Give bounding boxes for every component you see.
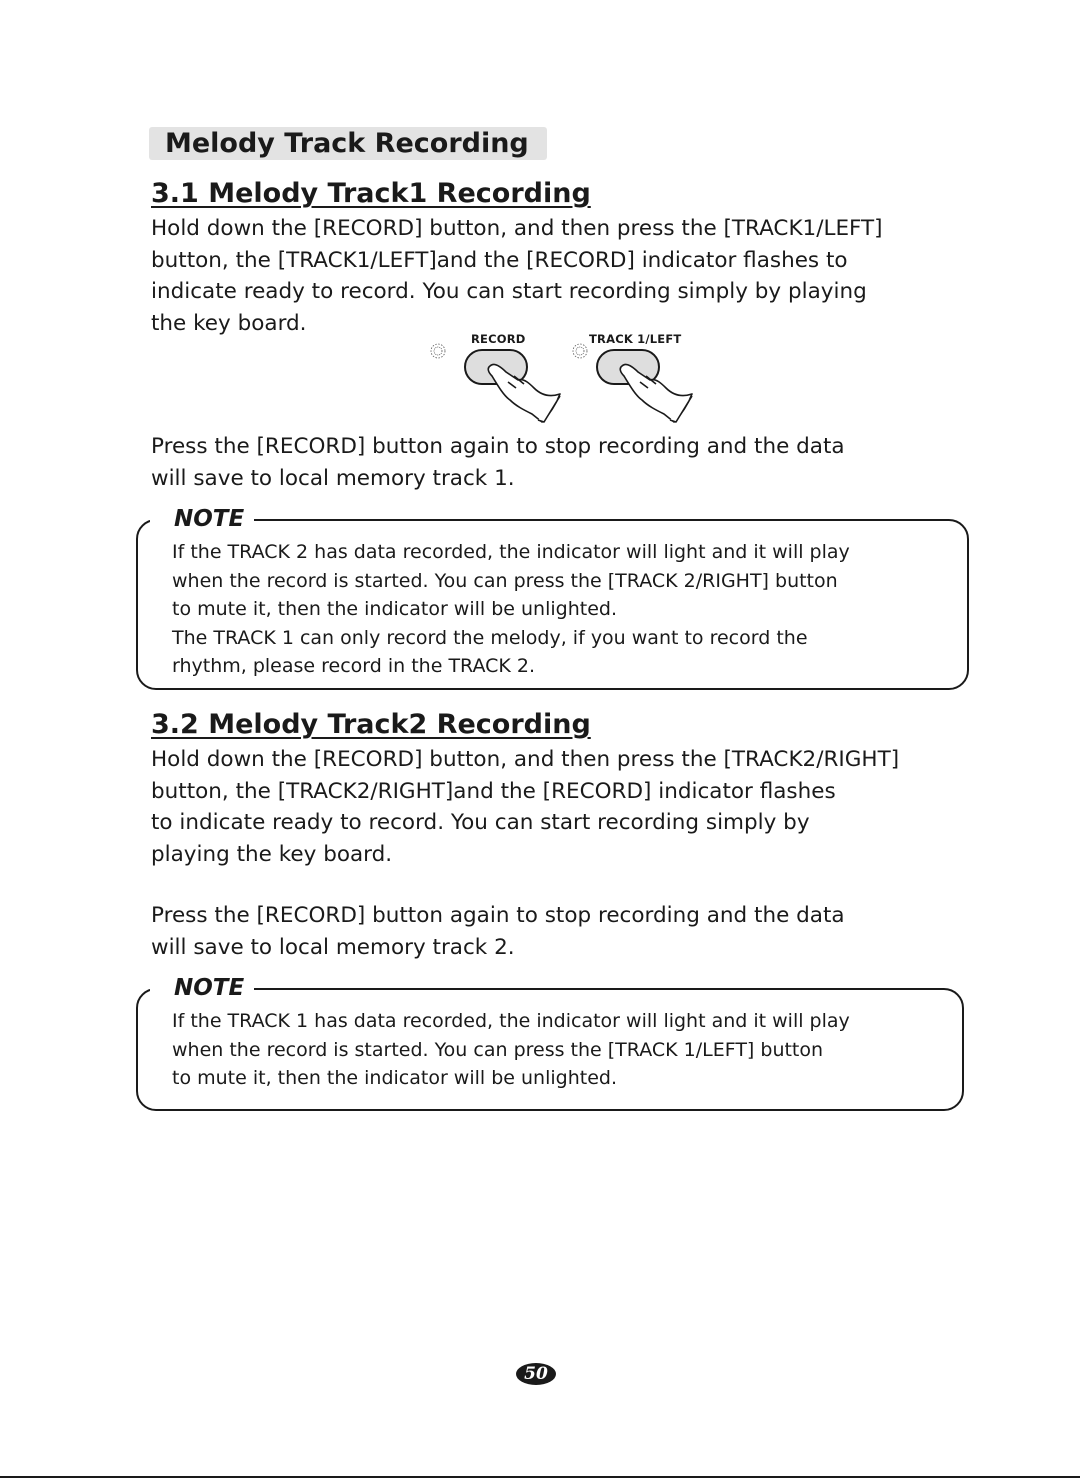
track1-indicator-led-icon — [573, 344, 587, 358]
bottom-rule — [0, 1476, 1080, 1478]
record-indicator-led-icon — [431, 344, 445, 358]
page-number: 50 — [516, 1363, 556, 1385]
note-line: If the TRACK 2 has data recorded, the indicator will light and it will play — [172, 541, 850, 563]
note-box-track1 — [136, 506, 969, 690]
note-line: to mute it, then the indicator will be unlighted. — [172, 598, 617, 621]
note-line: The TRACK 1 can only record the melody, if you want to record the — [172, 626, 808, 649]
track1-button-caption: TRACK 1/LEFT — [589, 332, 682, 346]
note-line: when the record is started. You can press the [TRACK 2/RIGHT] button — [172, 569, 838, 592]
section-heading-3-1: 3.1 Melody Track1 Recording — [151, 178, 591, 209]
note-box-track2 — [136, 975, 964, 1111]
note-text — [172, 1007, 850, 1093]
pressing-hands-svg — [420, 330, 710, 430]
section-heading-3-2: 3.2 Melody Track2 Recording — [151, 709, 591, 740]
note-label: NOTE — [150, 504, 254, 534]
paragraph-line: the key board. — [151, 310, 307, 336]
note-label: NOTE — [150, 973, 254, 1003]
page-title: Melody Track Recording — [149, 127, 547, 160]
record-button-caption: RECORD — [471, 332, 526, 346]
paragraph-line: button, the [TRACK2/RIGHT]and the [RECORD] indicator flashes — [151, 778, 836, 804]
paragraph-line: will save to local memory track 2. — [151, 934, 515, 960]
note-line: If the TRACK 1 has data recorded, the indicator will light and it will play — [172, 1010, 850, 1032]
section1-intro-paragraph — [151, 213, 883, 339]
button-press-illustration — [420, 330, 710, 430]
paragraph-line: will save to local memory track 1. — [151, 465, 515, 491]
paragraph-line: indicate ready to record. You can start recording simply by playing — [151, 279, 867, 304]
paragraph-line: Press the [RECORD] button again to stop recording and the data — [151, 903, 845, 928]
section1-stop-paragraph — [151, 431, 845, 494]
paragraph-line: Hold down the [RECORD] button, and then press the [TRACK1/LEFT] — [151, 216, 883, 241]
section2-stop-paragraph — [151, 900, 845, 963]
note-line: to mute it, then the indicator will be unlighted. — [172, 1067, 617, 1090]
paragraph-line: playing the key board. — [151, 841, 393, 867]
paragraph-line: to indicate ready to record. You can start recording simply by — [151, 810, 810, 835]
note-text — [172, 538, 850, 681]
paragraph-line: Press the [RECORD] button again to stop recording and the data — [151, 434, 845, 459]
section2-intro-paragraph — [151, 744, 899, 870]
paragraph-line: Hold down the [RECORD] button, and then press the [TRACK2/RIGHT] — [151, 747, 900, 772]
note-line: rhythm, please record in the TRACK 2. — [172, 655, 536, 678]
paragraph-line: button, the [TRACK1/LEFT]and the [RECORD] indicator flashes to — [151, 247, 848, 273]
note-line: when the record is started. You can press the [TRACK 1/LEFT] button — [172, 1038, 824, 1061]
